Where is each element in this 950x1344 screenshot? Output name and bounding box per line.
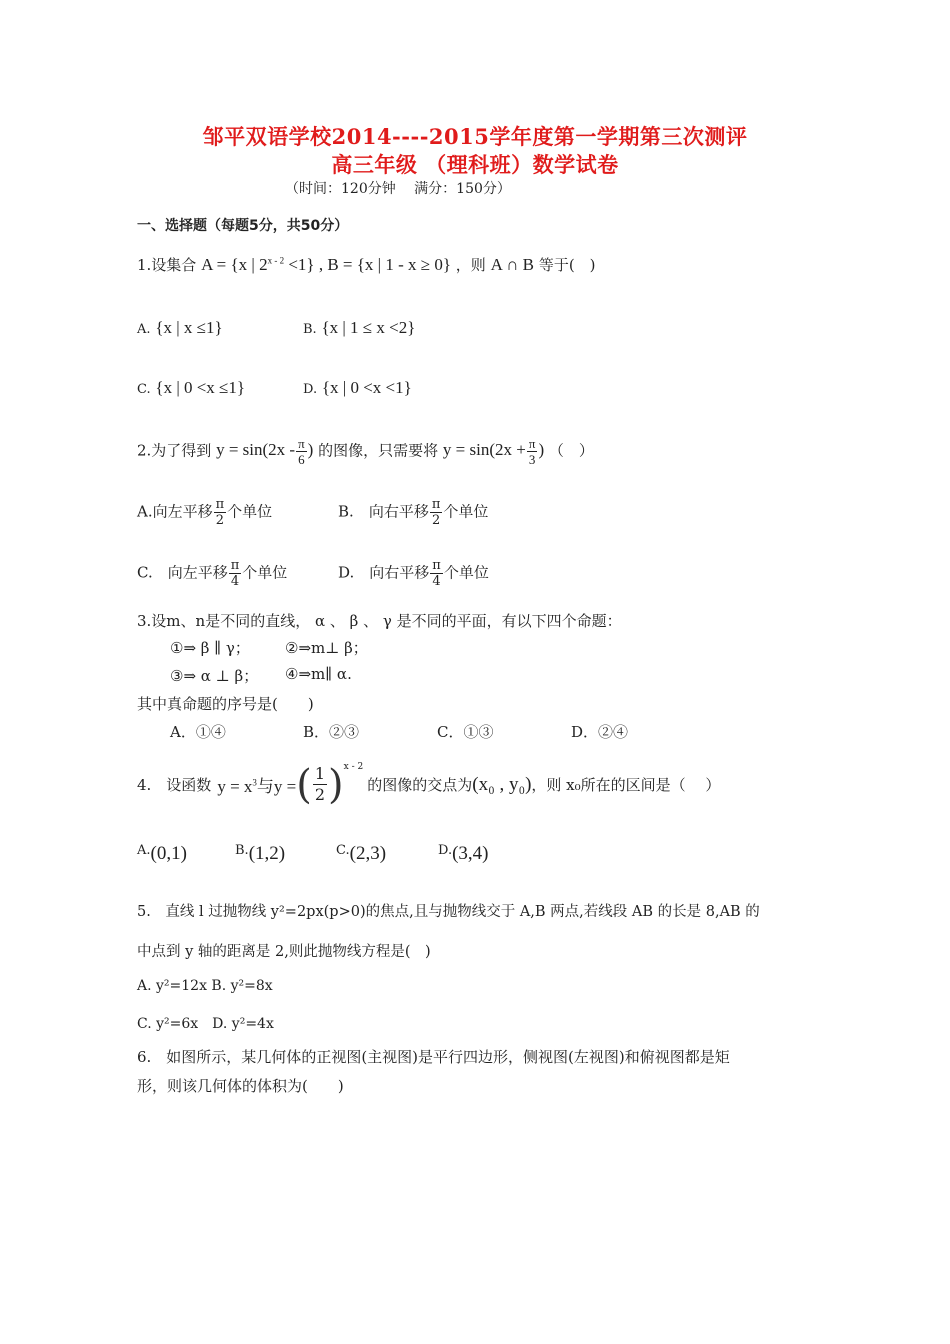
q2-option-c: C. 向左平移 $\frac{\pi}{4}$ 个单位 [137,558,288,589]
q4-point: (x₀ , y₀) [472,773,532,795]
q1-stem-suffix: 等于( ) [538,256,596,274]
question-4: 4. 设函数 $y = x^3$与y = ( $\frac{1}{2}$ ) $^{x - 2}$ 的图像的交点为 (x₀ , y₀) ，则 x₀所在的区间是（ ） [137,761,721,808]
q3-prop-3: ③⇒ α ⊥ β； [170,667,259,685]
exam-title-line2: 高三年级 （理科班）数学试卷 [331,152,619,177]
q4-option-d: D.(3,4) [438,843,489,864]
q1-stem-mid: ，则 [455,256,486,274]
q2-func1: y = sin(2x - $\frac{\pi}{6}$ ) [216,436,314,467]
q3-option-c: C．①③ [437,723,494,741]
exam-info: （时间：120分钟 满分：150分） [285,181,511,197]
q4-option-c: C.(2,3) [336,843,387,864]
q1-option-d: D. {x | 0 <x <1} [303,378,412,397]
q3-question: 其中真命题的序号是( ) [137,695,314,713]
question-3: 3.设m、n是不同的直线， α 、 β 、 γ 是不同的平面，有以下四个命题： [137,612,622,630]
q1-option-a: A. {x | x ≤1} [137,318,223,337]
q5-options-line1: A. y²=12x B. y²=8x [137,978,273,994]
question-6-line1: 6. 如图所示，某几何体的正视图(主视图)是平行四边形，侧视图(左视图)和俯视图都是矩 [137,1048,730,1066]
question-6-line2: 形，则该几何体的体积为( ) [137,1077,344,1095]
q4-option-b: B.(1,2) [235,843,286,864]
exam-title-line1: 邹平双语学校2014----2015学年度第一学期第三次测评 [202,124,748,149]
q1-set-a: A = {x | $2^{x - 2} <1$} , B = {x | 1 - x ≥ 0} [201,255,451,274]
question-5-line2: 中点到 y 轴的距离是 2,则此抛物线方程是( ) [137,944,431,960]
q2-option-d: D. 向右平移 $\frac{\pi}{4}$ 个单位 [338,558,489,589]
q2-option-a: A.向左平移 $\frac{\pi}{2}$ 个单位 [137,497,273,528]
q3-prop-2: ②⇒m⊥ β； [285,639,368,657]
question-5-line1: 5. 直线 l 过抛物线 y²=2px(p>0)的焦点,且与抛物线交于 A,B 两点,若线段 AB 的长是 8,AB 的 [137,904,760,920]
section-heading: 一、选择题（每题5分，共50分） [137,218,349,234]
q4-func: $y = x^3$与y = [217,777,297,796]
q5-options-line2: C. y²=6x D. y²=4x [137,1016,274,1032]
q3-option-a: A．①④ [170,723,226,741]
q3-option-d: D．②④ [571,723,629,741]
q2-option-b: B. 向右平移 $\frac{\pi}{2}$ 个单位 [338,497,489,528]
q1-expr: A ∩ B [490,255,535,274]
q1-stem-prefix: 1.设集合 [137,256,197,274]
q2-func2: y = sin(2x + $\frac{\pi}{3}$ ) [442,436,545,467]
q4-option-a: A.(0,1) [137,843,187,864]
q3-option-b: B．②③ [303,723,360,741]
question-1 [137,254,596,275]
q3-prop-4: ④⇒m∥ α. [285,665,352,683]
q1-option-c: C. {x | 0 <x ≤1} [137,378,246,397]
q3-prop-1: ①⇒ β ∥ γ； [170,639,250,657]
question-2: 2.为了得到 y = sin(2x - $\frac{\pi}{6}$ ) 的图像，只需要将 y = sin(2x + $\frac{\pi}{3}$ ) （ ） [137,436,594,467]
q1-option-b: B. {x | 1 ≤ x <2} [303,318,416,337]
